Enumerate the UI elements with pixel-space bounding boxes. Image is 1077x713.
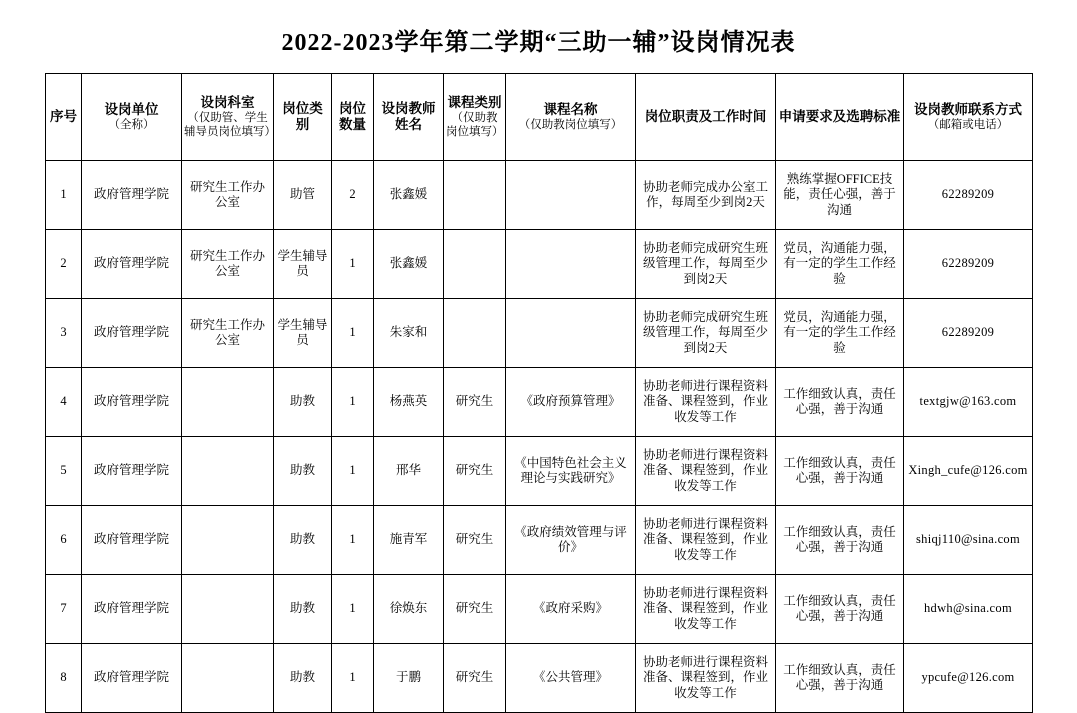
cell-seq: 2: [46, 230, 82, 299]
table-header: [46, 74, 1033, 161]
cell-unit: 政府管理学院: [82, 644, 182, 713]
column-header-contact: [904, 74, 1033, 161]
cell-count: 1: [332, 575, 374, 644]
cell-type: 助教: [274, 506, 332, 575]
cell-course-type: [444, 230, 506, 299]
cell-office: 研究生工作办公室: [182, 161, 274, 230]
cell-course-name: [506, 299, 636, 368]
cell-office: [182, 575, 274, 644]
cell-office: 研究生工作办公室: [182, 230, 274, 299]
cell-requirement: 工作细致认真，责任心强，善于沟通: [776, 644, 904, 713]
cell-course-type: 研究生: [444, 506, 506, 575]
column-header-teacher: [374, 74, 444, 161]
cell-type: 学生辅导员: [274, 230, 332, 299]
column-header-duty-main: 岗位职责及工作时间: [644, 108, 767, 124]
cell-office: [182, 506, 274, 575]
staffing-table: [45, 73, 1033, 713]
table-row: [46, 575, 1033, 644]
cell-duty: 协助老师进行课程资料准备、课程签到，作业收发等工作: [636, 506, 776, 575]
cell-office: [182, 644, 274, 713]
cell-contact: hdwh@sina.com: [904, 575, 1033, 644]
column-header-type-main: 岗位类别: [282, 100, 323, 132]
table-row: [46, 368, 1033, 437]
table-row: [46, 299, 1033, 368]
cell-requirement: 工作细致认真，责任心强，善于沟通: [776, 575, 904, 644]
cell-course-type: 研究生: [444, 575, 506, 644]
cell-type: 助教: [274, 437, 332, 506]
cell-requirement: 熟练掌握OFFICE技能，责任心强，善于沟通: [776, 161, 904, 230]
cell-course-type: [444, 161, 506, 230]
cell-contact: textgjw@163.com: [904, 368, 1033, 437]
cell-teacher: 邢华: [374, 437, 444, 506]
cell-type: 助教: [274, 368, 332, 437]
column-header-office-sub: （仅助管、学生辅导员岗位填写）: [184, 112, 276, 139]
column-header-requirement-main: 申请要求及选聘标准: [778, 108, 901, 124]
cell-requirement: 党员，沟通能力强，有一定的学生工作经验: [776, 230, 904, 299]
column-header-unit-sub: （全称）: [108, 119, 155, 132]
cell-teacher: 张鑫媛: [374, 230, 444, 299]
cell-unit: 政府管理学院: [82, 506, 182, 575]
column-header-count: [332, 74, 374, 161]
table-body: [46, 161, 1033, 713]
table-row: [46, 161, 1033, 230]
cell-teacher: 杨燕英: [374, 368, 444, 437]
column-header-unit-main: 设岗单位: [104, 101, 159, 117]
column-header-office: [182, 74, 274, 161]
column-header-seq-main: 序号: [50, 108, 77, 124]
cell-unit: 政府管理学院: [82, 230, 182, 299]
column-header-count-main: 岗位数量: [339, 100, 366, 132]
cell-teacher: 徐焕东: [374, 575, 444, 644]
cell-count: 1: [332, 644, 374, 713]
cell-contact: shiqj110@sina.com: [904, 506, 1033, 575]
cell-type: 助教: [274, 575, 332, 644]
cell-count: 2: [332, 161, 374, 230]
cell-count: 1: [332, 299, 374, 368]
cell-unit: 政府管理学院: [82, 299, 182, 368]
cell-course-name: 《政府采购》: [506, 575, 636, 644]
cell-course-type: [444, 299, 506, 368]
cell-seq: 7: [46, 575, 82, 644]
cell-contact: 62289209: [904, 299, 1033, 368]
cell-duty: 协助老师完成研究生班级管理工作，每周至少到岗2天: [636, 299, 776, 368]
cell-teacher: 于鹏: [374, 644, 444, 713]
column-header-course-name-main: 课程名称: [543, 101, 598, 117]
cell-count: 1: [332, 506, 374, 575]
column-header-course-type: [444, 74, 506, 161]
column-header-course-name-sub: （仅助教岗位填写）: [518, 119, 623, 132]
cell-teacher: 朱家和: [374, 299, 444, 368]
column-header-requirement: [776, 74, 904, 161]
column-header-seq: [46, 74, 82, 161]
cell-teacher: 张鑫媛: [374, 161, 444, 230]
column-header-unit: [82, 74, 182, 161]
cell-duty: 协助老师进行课程资料准备、课程签到，作业收发等工作: [636, 368, 776, 437]
table-container: [0, 73, 1077, 713]
cell-contact: ypcufe@126.com: [904, 644, 1033, 713]
table-row: [46, 644, 1033, 713]
cell-requirement: 工作细致认真，责任心强，善于沟通: [776, 368, 904, 437]
cell-duty: 协助老师进行课程资料准备、课程签到，作业收发等工作: [636, 437, 776, 506]
cell-unit: 政府管理学院: [82, 368, 182, 437]
cell-requirement: 党员，沟通能力强，有一定的学生工作经验: [776, 299, 904, 368]
cell-duty: 协助老师完成研究生班级管理工作，每周至少到岗2天: [636, 230, 776, 299]
cell-course-type: 研究生: [444, 368, 506, 437]
page-title: 2022-2023学年第二学期“三助一辅”设岗情况表: [281, 30, 796, 56]
column-header-teacher-main: 设岗教师姓名: [381, 100, 436, 132]
cell-unit: 政府管理学院: [82, 575, 182, 644]
cell-course-name: 《中国特色社会主义理论与实践研究》: [506, 437, 636, 506]
cell-count: 1: [332, 437, 374, 506]
cell-contact: 62289209: [904, 230, 1033, 299]
cell-unit: 政府管理学院: [82, 161, 182, 230]
cell-office: [182, 437, 274, 506]
cell-teacher: 施青军: [374, 506, 444, 575]
column-header-duty: [636, 74, 776, 161]
cell-seq: 6: [46, 506, 82, 575]
cell-course-name: 《政府绩效管理与评价》: [506, 506, 636, 575]
cell-contact: 62289209: [904, 161, 1033, 230]
cell-count: 1: [332, 230, 374, 299]
cell-course-name: 《政府预算管理》: [506, 368, 636, 437]
cell-office: [182, 368, 274, 437]
cell-seq: 4: [46, 368, 82, 437]
column-header-type: [274, 74, 332, 161]
cell-seq: 3: [46, 299, 82, 368]
cell-course-type: 研究生: [444, 644, 506, 713]
cell-count: 1: [332, 368, 374, 437]
cell-duty: 协助老师完成办公室工作，每周至少到岗2天: [636, 161, 776, 230]
column-header-office-main: 设岗科室: [200, 94, 255, 110]
column-header-course-type-main: 课程类别: [447, 94, 502, 110]
cell-unit: 政府管理学院: [82, 437, 182, 506]
column-header-course-name: [506, 74, 636, 161]
table-row: [46, 506, 1033, 575]
cell-office: 研究生工作办公室: [182, 299, 274, 368]
column-header-contact-sub: （邮箱或电话）: [927, 119, 1009, 132]
cell-course-type: 研究生: [444, 437, 506, 506]
cell-duty: 协助老师进行课程资料准备、课程签到，作业收发等工作: [636, 644, 776, 713]
cell-type: 助管: [274, 161, 332, 230]
cell-type: 助教: [274, 644, 332, 713]
table-row: [46, 230, 1033, 299]
cell-requirement: 工作细致认真，责任心强，善于沟通: [776, 506, 904, 575]
column-header-course-type-sub: （仅助教岗位填写）: [446, 112, 504, 139]
cell-seq: 5: [46, 437, 82, 506]
table-header-row: [46, 74, 1033, 161]
cell-contact: Xingh_cufe@126.com: [904, 437, 1033, 506]
cell-type: 学生辅导员: [274, 299, 332, 368]
cell-duty: 协助老师进行课程资料准备、课程签到，作业收发等工作: [636, 575, 776, 644]
table-row: [46, 437, 1033, 506]
cell-seq: 1: [46, 161, 82, 230]
cell-course-name: 《公共管理》: [506, 644, 636, 713]
column-header-contact-main: 设岗教师联系方式: [914, 101, 1022, 117]
cell-course-name: [506, 161, 636, 230]
cell-seq: 8: [46, 644, 82, 713]
cell-course-name: [506, 230, 636, 299]
cell-requirement: 工作细致认真，责任心强，善于沟通: [776, 437, 904, 506]
